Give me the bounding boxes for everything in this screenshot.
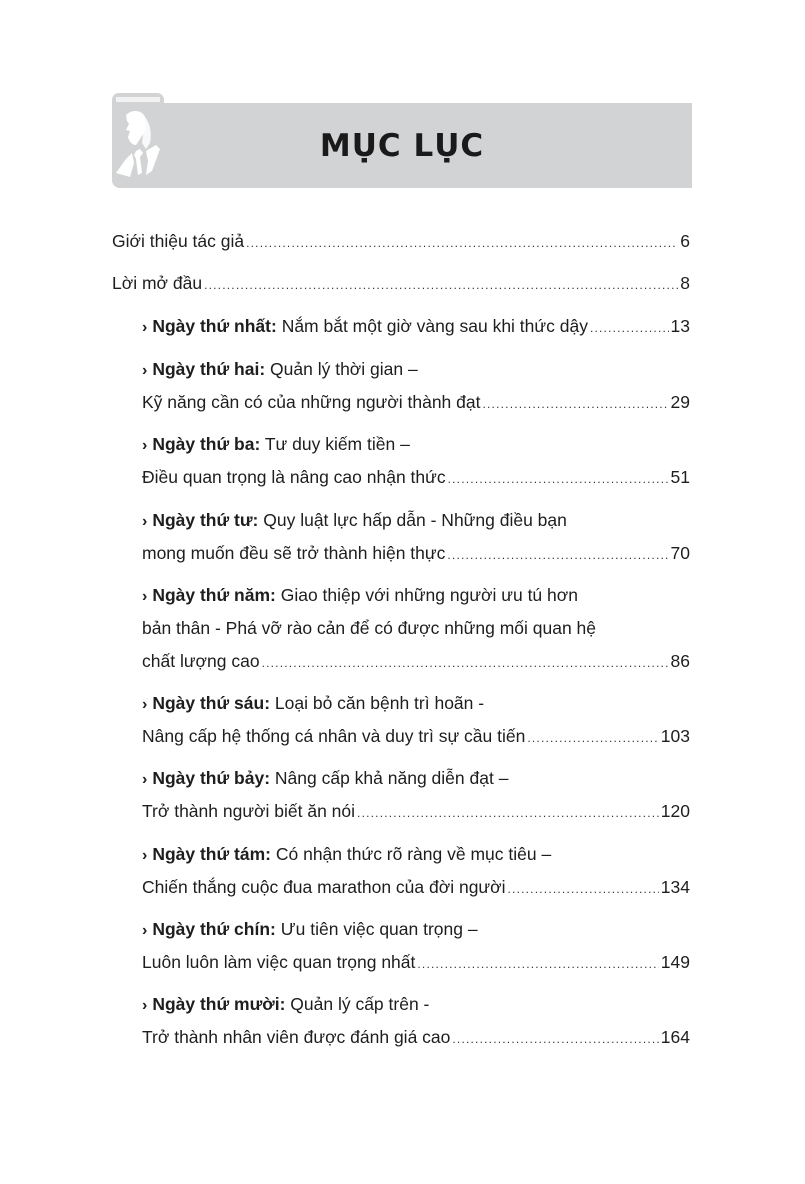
dot-leader [482,393,668,415]
toc-chapter-7-cont[interactable] [142,800,690,824]
chapter-label: Ngày thứ ba: [152,434,261,454]
toc-entry-page: 149 [660,952,690,972]
chapter-title: Quy luật lực hấp dẫn - Những điều bạn [263,510,567,530]
toc-entry-page: 120 [660,801,690,821]
dot-leader [527,727,658,749]
chapter-title: Ưu tiên việc quan trọng – [280,919,478,939]
chapter-label: Ngày thứ nhất: [152,316,277,336]
chapter-title: Điều quan trọng là nâng cao nhận thức [142,467,446,487]
toc-chapter-6[interactable] [142,692,690,716]
chevron-right-icon: › [142,997,148,1014]
toc-entry-page: 13 [670,316,690,336]
chapter-title: Loại bỏ căn bệnh trì hoãn - [274,693,485,713]
toc-entry-title: Giới thiệu tác giả [112,231,245,251]
chapter-label: Ngày thứ sáu: [152,693,271,713]
dot-leader [357,802,659,824]
chevron-right-icon: › [142,362,148,379]
chapter-title: mong muốn đều sẽ trở thành hiện thực [142,543,446,563]
toc-chapter-8-cont[interactable] [142,876,690,900]
toc-entry-page: 70 [670,543,690,563]
toc-chapter-2-cont[interactable] [142,391,690,415]
chevron-right-icon: › [142,922,148,939]
toc-entry-preface[interactable] [112,272,690,296]
toc-entry-page: 6 [680,231,690,251]
chevron-right-icon: › [142,771,148,788]
chapter-title: bản thân - Phá vỡ rào cản để có được những mối quan hệ [142,618,597,638]
toc-entry-page: 164 [660,1027,690,1047]
chapter-title: Trở thành nhân viên được đánh giá cao [142,1027,451,1047]
chapter-title: Nâng cấp khả năng diễn đạt – [274,768,509,788]
toc-chapter-3[interactable] [142,433,690,457]
toc-chapter-4-cont[interactable] [142,542,690,566]
toc-entry-page: 103 [660,726,690,746]
toc-entry-author-intro[interactable] [112,230,690,254]
chapter-label: Ngày thứ tám: [152,844,271,864]
toc-chapter-9[interactable] [142,918,690,942]
dot-leader [447,544,668,566]
dot-leader [262,652,669,674]
toc-chapter-6-cont[interactable] [142,725,690,749]
toc-chapter-10-cont[interactable] [142,1026,690,1050]
toc-entry-page: 134 [660,877,690,897]
dot-leader [452,1028,658,1050]
chevron-right-icon: › [142,319,148,336]
chapter-title: Nắm bắt một giờ vàng sau khi thức dậy [281,316,588,336]
toc-chapter-8[interactable] [142,843,690,867]
toc-entry-page: 29 [670,392,690,412]
toc-chapter-5[interactable] [142,584,690,608]
toc-chapter-5-cont2[interactable] [142,650,690,674]
dot-leader [204,274,678,296]
toc-entry-page: 86 [670,651,690,671]
dot-leader [448,468,669,490]
chapter-title: Tư duy kiếm tiền – [264,434,410,454]
toc-chapter-10[interactable] [142,993,690,1017]
page-title: MỤC LỤC [319,127,485,164]
dot-leader [246,232,678,254]
chapter-title: Nâng cấp hệ thống cá nhân và duy trì sự cầu tiến [142,726,526,746]
chapter-label: Ngày thứ tư: [152,510,259,530]
chapter-label: Ngày thứ năm: [152,585,276,605]
toc-entry-page: 51 [670,467,690,487]
chapter-label: Ngày thứ mười: [152,994,286,1014]
toc-chapter-2[interactable] [142,358,690,382]
toc-entry-title: Lời mở đầu [112,273,203,293]
toc-chapter-5-cont[interactable] [142,617,690,639]
chapter-label: Ngày thứ hai: [152,359,266,379]
toc-entry-page: 8 [680,273,690,293]
chevron-right-icon: › [142,696,148,713]
toc-chapter-1[interactable] [142,315,690,339]
dot-leader [590,317,669,339]
dot-leader [417,953,658,975]
chapter-title: Chiến thắng cuộc đua marathon của đời người [142,877,506,897]
chapter-label: Ngày thứ bảy: [152,768,271,788]
toc-chapter-9-cont[interactable] [142,951,690,975]
chapter-title: Kỹ năng cần có của những người thành đạt [142,392,481,412]
toc-chapter-4[interactable] [142,509,690,533]
chapter-title: Có nhận thức rõ ràng về mục tiêu – [275,844,552,864]
chevron-right-icon: › [142,847,148,864]
chapter-title: Quản lý cấp trên - [290,994,430,1014]
chevron-right-icon: › [142,513,148,530]
dot-leader [508,878,659,900]
chapter-title: Giao thiệp với những người ưu tú hơn [280,585,578,605]
chapter-label: Ngày thứ chín: [152,919,276,939]
chapter-title: chất lượng cao [142,651,260,671]
chapter-title: Luôn luôn làm việc quan trọng nhất [142,952,416,972]
chevron-right-icon: › [142,588,148,605]
toc-chapter-3-cont[interactable] [142,466,690,490]
chapter-title: Quản lý thời gian – [270,359,418,379]
toc-chapter-7[interactable] [142,767,690,791]
chapter-title: Trở thành người biết ăn nói [142,801,356,821]
chevron-right-icon: › [142,437,148,454]
